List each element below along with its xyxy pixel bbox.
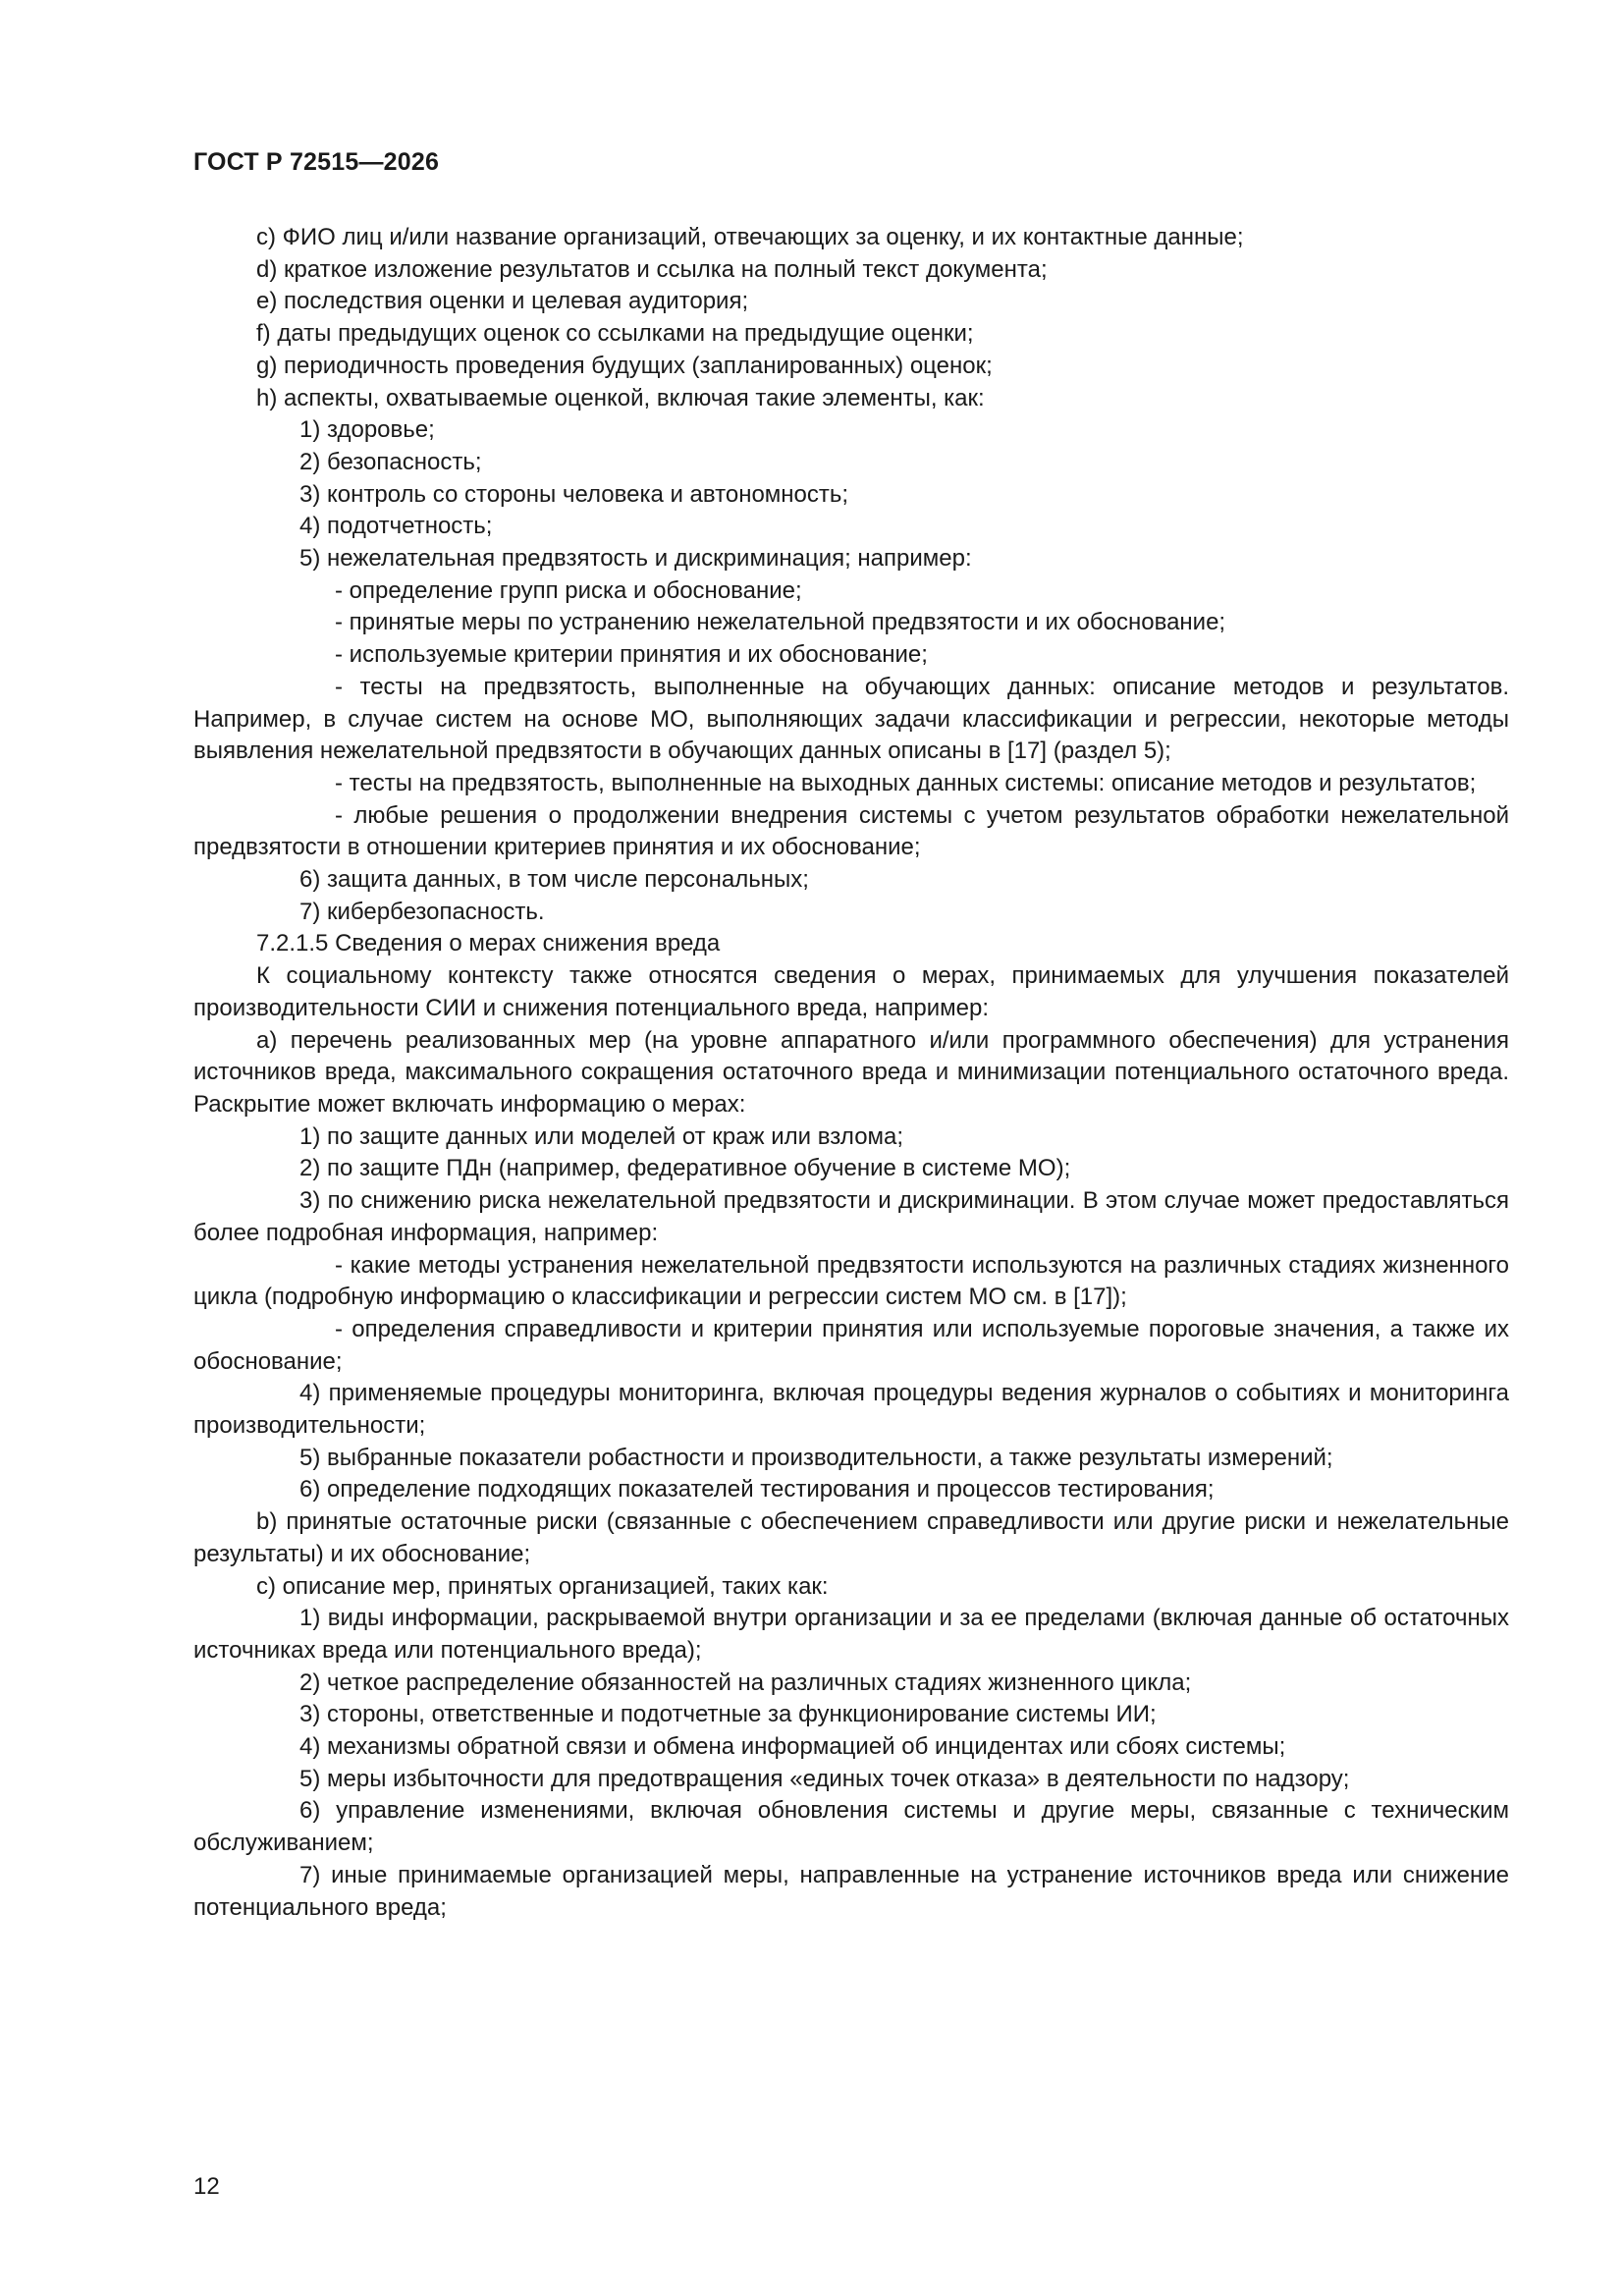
list-item: 5) выбранные показатели робастности и производительности, а также результаты измерений; (299, 1444, 1333, 1471)
list-item: f) даты предыдущих оценок со ссылками на предыдущие оценки; (256, 320, 974, 348)
list-item: 7) кибербезопасность. (299, 898, 545, 925)
list-item: c) ФИО лиц и/или название организаций, отвечающих за оценку, и их контактные данные; (256, 224, 1244, 250)
list-item: - принятые меры по устранению нежелательной предвзятости и их обоснование; (335, 609, 1226, 636)
list-item: 7) иные принимаемые организацией меры, направленные на устранение источников вреда или снижение потенциального вреда; (193, 1861, 1509, 1921)
list-item: b) принятые остаточные риски (связанные с обеспечением справедливости или другие риски и нежелательные результаты) и их обоснование; (193, 1508, 1509, 1567)
list-item: 4) применяемые процедуры мониторинга, включая процедуры ведения журналов о событиях и мониторинга производительности; (193, 1380, 1509, 1440)
list-item: - используемые критерии принятия и их обоснование; (335, 641, 928, 669)
list-item: 2) четкое распределение обязанностей на различных стадиях жизненного цикла; (299, 1668, 1192, 1696)
document-header: ГОСТ Р 72515—2026 (193, 148, 440, 176)
list-item: - тесты на предвзятость, выполненные на обучающих данных: описание методов и результатов. Например, в случае систем на основе МО, выполняющих задачи классификации и регрессии, некоторые методы выявления нежелательной предвзятости в обучающих данных описаны в [17] (раздел 5); (193, 673, 1509, 765)
list-item: 6) управление изменениями, включая обновления системы и другие меры, связанные с техническим обслуживанием; (193, 1797, 1509, 1857)
list-item: 3) контроль со стороны человека и автономность; (299, 480, 849, 508)
list-item: 4) подотчетность; (299, 513, 493, 540)
list-item: 2) по защите ПДн (например, федеративное обучение в системе МО); (299, 1155, 1071, 1182)
list-item: - какие методы устранения нежелательной предвзятости используются на различных стадиях жизненного цикла (подробную информацию о классификации и регрессии систем МО см. в [17]); (193, 1251, 1509, 1311)
list-item: 1) здоровье; (299, 416, 435, 444)
list-item: - определения справедливости и критерии принятия или используемые пороговые значения, а также их обоснование; (193, 1315, 1509, 1375)
paragraph: К социальному контексту также относятся сведения о мерах, принимаемых для улучшения показателей производительности СИИ и снижения потенциального вреда, например: (193, 962, 1509, 1021)
section-heading: 7.2.1.5 Сведения о мерах снижения вреда (256, 930, 721, 957)
list-item: 1) виды информации, раскрываемой внутри организации и за ее пределами (включая данные об остаточных источниках вреда или потенциального вреда); (193, 1605, 1509, 1664)
list-item: 1) по защите данных или моделей от краж или взлома; (299, 1122, 904, 1150)
document-body (193, 222, 1509, 1924)
list-item: 6) определение подходящих показателей тестирования и процессов тестирования; (299, 1476, 1215, 1503)
list-item: 2) безопасность; (299, 448, 482, 475)
list-item: g) периодичность проведения будущих (запланированных) оценок; (256, 352, 993, 379)
list-item: - любые решения о продолжении внедрения системы с учетом результатов обработки нежелательной предвзятости в отношении критериев принятия и их обоснование; (193, 801, 1509, 861)
list-item: 5) меры избыточности для предотвращения «единых точек отказа» в деятельности по надзору; (299, 1765, 1350, 1792)
list-item: 4) механизмы обратной связи и обмена информацией об инцидентах или сбоях системы; (299, 1733, 1286, 1761)
list-item: e) последствия оценки и целевая аудитория; (256, 288, 749, 315)
list-item: 5) нежелательная предвзятость и дискриминация; например: (299, 545, 972, 573)
list-item: - определение групп риска и обоснование; (335, 576, 802, 604)
list-item: h) аспекты, охватываемые оценкой, включая такие элементы, как: (256, 384, 985, 411)
list-item: d) краткое изложение результатов и ссылка на полный текст документа; (256, 255, 1048, 283)
list-item: 3) по снижению риска нежелательной предвзятости и дискриминации. В этом случае может предоставляться более подробная информация, например: (193, 1187, 1509, 1246)
list-item: 3) стороны, ответственные и подотчетные за функционирование системы ИИ; (299, 1701, 1157, 1728)
list-item: a) перечень реализованных мер (на уровне аппаратного и/или программного обеспечения) для устранения источников вреда, максимального сокращения остаточного вреда и минимизации потенциального остаточного вреда. Раскрытие может включать информацию о мерах: (193, 1026, 1509, 1118)
list-item: - тесты на предвзятость, выполненные на выходных данных системы: описание методов и результатов; (335, 769, 1477, 796)
list-item: 6) защита данных, в том числе персональных; (299, 866, 809, 894)
list-item: c) описание мер, принятых организацией, таких как: (256, 1572, 829, 1600)
page-number: 12 (193, 2173, 220, 2200)
